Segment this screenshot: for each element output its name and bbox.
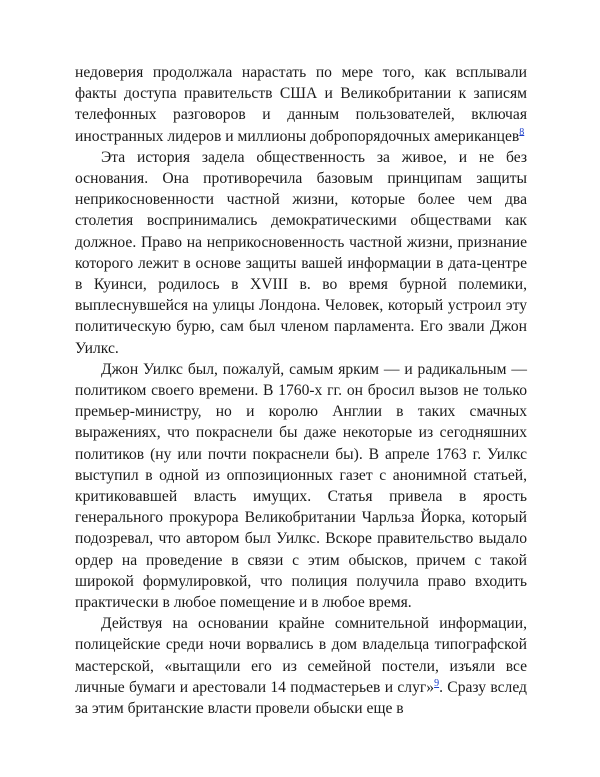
paragraph-4-text: Действуя на основании крайне сомнительной информации, полицейские среди ночи ворвались в дом владельца типографской мастерской, «вытащили его из семейной постели, изъяли все личные бумаги и арестовали 14 подмастерьев и слуг»: [75, 615, 527, 696]
paragraph-4: [75, 613, 527, 719]
paragraph-2: [75, 147, 527, 359]
paragraph-3-text: Джон Уилкс был, пожалуй, самым ярким — и радикальным — политиком своего времени. В 1760-х гг. он бросил вызов не только премьер-министру, но и королю Англии в таких смачных выражениях, что покраснели бы даже некоторые из сегодняшних политиков (ну или почти покраснели бы). В апреле 1763 г. Уилкс выступил в одной из оппозиционных газет с анонимной статьей, критиковавшей власть имущих. Статья привела в ярость генерального прокурора Великобритании Чарльза Йорка, который подозревал, что автором был Уилкс. Вскоре правительство выдало ордер на проведение в связи с этим обысков, причем с такой широкой формулировкой, что полиция получила право входить практически в любое помещение и в любое время.: [75, 360, 527, 612]
footnote-ref-9[interactable]: 9: [434, 677, 440, 689]
footnote-ref-8[interactable]: 8: [519, 126, 525, 138]
paragraph-1-text: недоверия продолжала нарастать по мере того, как всплывали факты доступа правительств США и Великобритании к записям телефонных разговоров и данным пользователей, включая иностранных лидеров и миллионы добропорядочных американцев: [75, 64, 527, 145]
document-page: [75, 62, 527, 719]
paragraph-4-tail: . Сразу вслед за этим британские власти провели обыски еще в: [75, 678, 527, 718]
paragraph-1: [75, 62, 527, 147]
paragraph-3: [75, 359, 527, 613]
paragraph-2-text: Эта история задела общественность за живое, и не без основания. Она противоречила базовым принципам защиты неприкосновенности частной жизни, которые более чем два столетия воспринимались демократическими обществами как должное. Право на неприкосновенность частной жизни, признание которого лежит в основе защиты вашей информации в дата-центре в Куинси, родилось в XVIII в. во время бурной полемики, выплеснувшейся на улицы Лондона. Человек, который устроил эту политическую бурю, сам был членом парламента. Его звали Джон Уилкс.: [75, 148, 527, 357]
